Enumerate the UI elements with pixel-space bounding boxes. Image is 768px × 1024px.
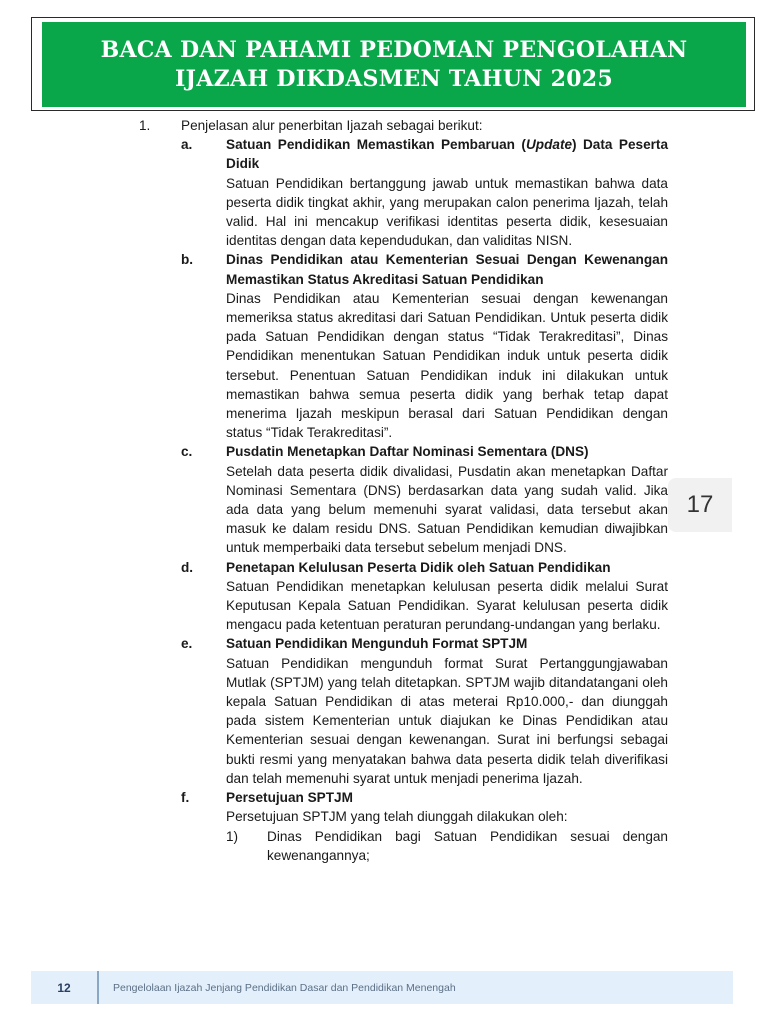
list-item-a [0,135,768,250]
heading-emphasis: Update [525,137,573,153]
side-page-badge: 17 [668,478,732,532]
intro-line [0,116,768,135]
item-heading: Pusdatin Menetapkan Daftar Nominasi Sementara (DNS) [226,444,589,460]
item-letter: a. [181,137,193,153]
list-item-b [0,250,768,442]
list-item-e [0,634,768,788]
item-body-text: Satuan Pendidikan menetapkan kelulusan peserta didik melalui Surat Keputusan Kepala Satuan Pendidikan. Syarat kelulusan peserta didik mengacu pada ketentuan peraturan perundang-undangan yang berlaku. [226,578,668,633]
item-body-text: Setelah data peserta didik divalidasi, Pusdatin akan menetapkan Daftar Nominasi Sementara (DNS) berdasarkan data yang sudah valid. Jika ada data yang belum memenuhi syarat validasi, data tersebut akan masuk ke dalam residu DNS. Satuan Pendidikan kemudian diwajibkan untuk memperbaiki data tersebut sebelum menjadi DNS. [226,463,668,556]
list-item-c [0,442,768,557]
list-item-f [0,788,768,826]
footer-divider [97,971,99,1004]
intro-text: Penjelasan alur penerbitan Ijazah sebagai berikut: [181,118,483,133]
document-body [0,116,768,865]
sub-list-item [0,827,768,865]
item-heading: Persetujuan SPTJM [226,790,353,806]
item-letter: f. [181,790,190,806]
section-number: 1. [139,118,151,133]
item-heading [226,135,668,173]
item-body-text: Dinas Pendidikan atau Kementerian sesuai dengan kewenangan memeriksa status akreditasi dari Satuan Pendidikan. Untuk peserta didik pada Satuan Pendidikan dengan status “Tidak Terakreditasi”, Dinas Pendidikan menentukan Satuan Pendidikan induk untuk peserta didik tersebut. Penentuan Satuan Pendidikan induk ini dilakukan untuk memastikan bahwa semua peserta didik yang berhak tetap dapat menerima Ijazah meskipun berasal dari Satuan Pendidikan dengan status “Tidak Terakreditasi”. [226,290,668,441]
item-letter: d. [181,559,194,575]
item-heading: Satuan Pendidikan Mengunduh Format SPTJM [226,636,528,652]
heading-part: ) Data Peserta Didik [226,137,669,172]
item-body-text: Persetujuan SPTJM yang telah diunggah dilakukan oleh: [226,809,568,825]
item-body-text: Satuan Pendidikan bertanggung jawab untuk memastikan bahwa data peserta didik tingkat akhir, yang merupakan calon penerima Ijazah, telah valid. Hal ini mencakup verifikasi identitas peserta didik, kesesuaian identitas dengan data kependudukan, dan validitas NISN. [226,175,668,249]
footer-title: Pengelolaan Ijazah Jenjang Pendidikan Dasar dan Pendidikan Menengah [113,981,456,994]
sub-item-text: Dinas Pendidikan bagi Satuan Pendidikan sesuai dengan kewenangannya; [267,828,668,863]
heading-part: Satuan Pendidikan Memastikan Pembaruan ( [226,137,526,153]
sub-item-number: 1) [226,828,239,844]
footer-page-number: 12 [57,980,71,995]
item-heading: Dinas Pendidikan atau Kementerian Sesuai Dengan Kewenangan Memastikan Status Akreditasi Satuan Pendidikan [226,252,668,287]
item-letter: e. [181,636,193,652]
banner-title-line-1: BACA DAN PAHAMI PEDOMAN PENGOLAHAN [100,36,688,63]
item-body-text: Satuan Pendidikan mengunduh format Surat Pertanggungjawaban Mutlak (SPTJM) yang telah ditetapkan. SPTJM wajib ditandatangani oleh kepala Satuan Pendidikan di atas meterai Rp10.000,- dan diunggah pada sistem Kementerian untuk diajukan ke Dinas Pendidikan atau Kementerian sesuai dengan kewenangan. Surat ini berfungsi sebagai bukti resmi yang menyatakan bahwa data peserta didik telah diverifikasi dan telah memenuhi syarat untuk menjadi penerima Ijazah. [226,655,668,786]
item-letter: b. [181,252,194,268]
banner-title-line-2: IJAZAH DIKDASMEN TAHUN 2025 [174,65,614,92]
list-item-d [0,558,768,635]
page-footer [31,971,733,1004]
title-banner [42,22,746,107]
item-heading: Penetapan Kelulusan Peserta Didik oleh Satuan Pendidikan [226,559,611,575]
item-letter: c. [181,444,193,460]
